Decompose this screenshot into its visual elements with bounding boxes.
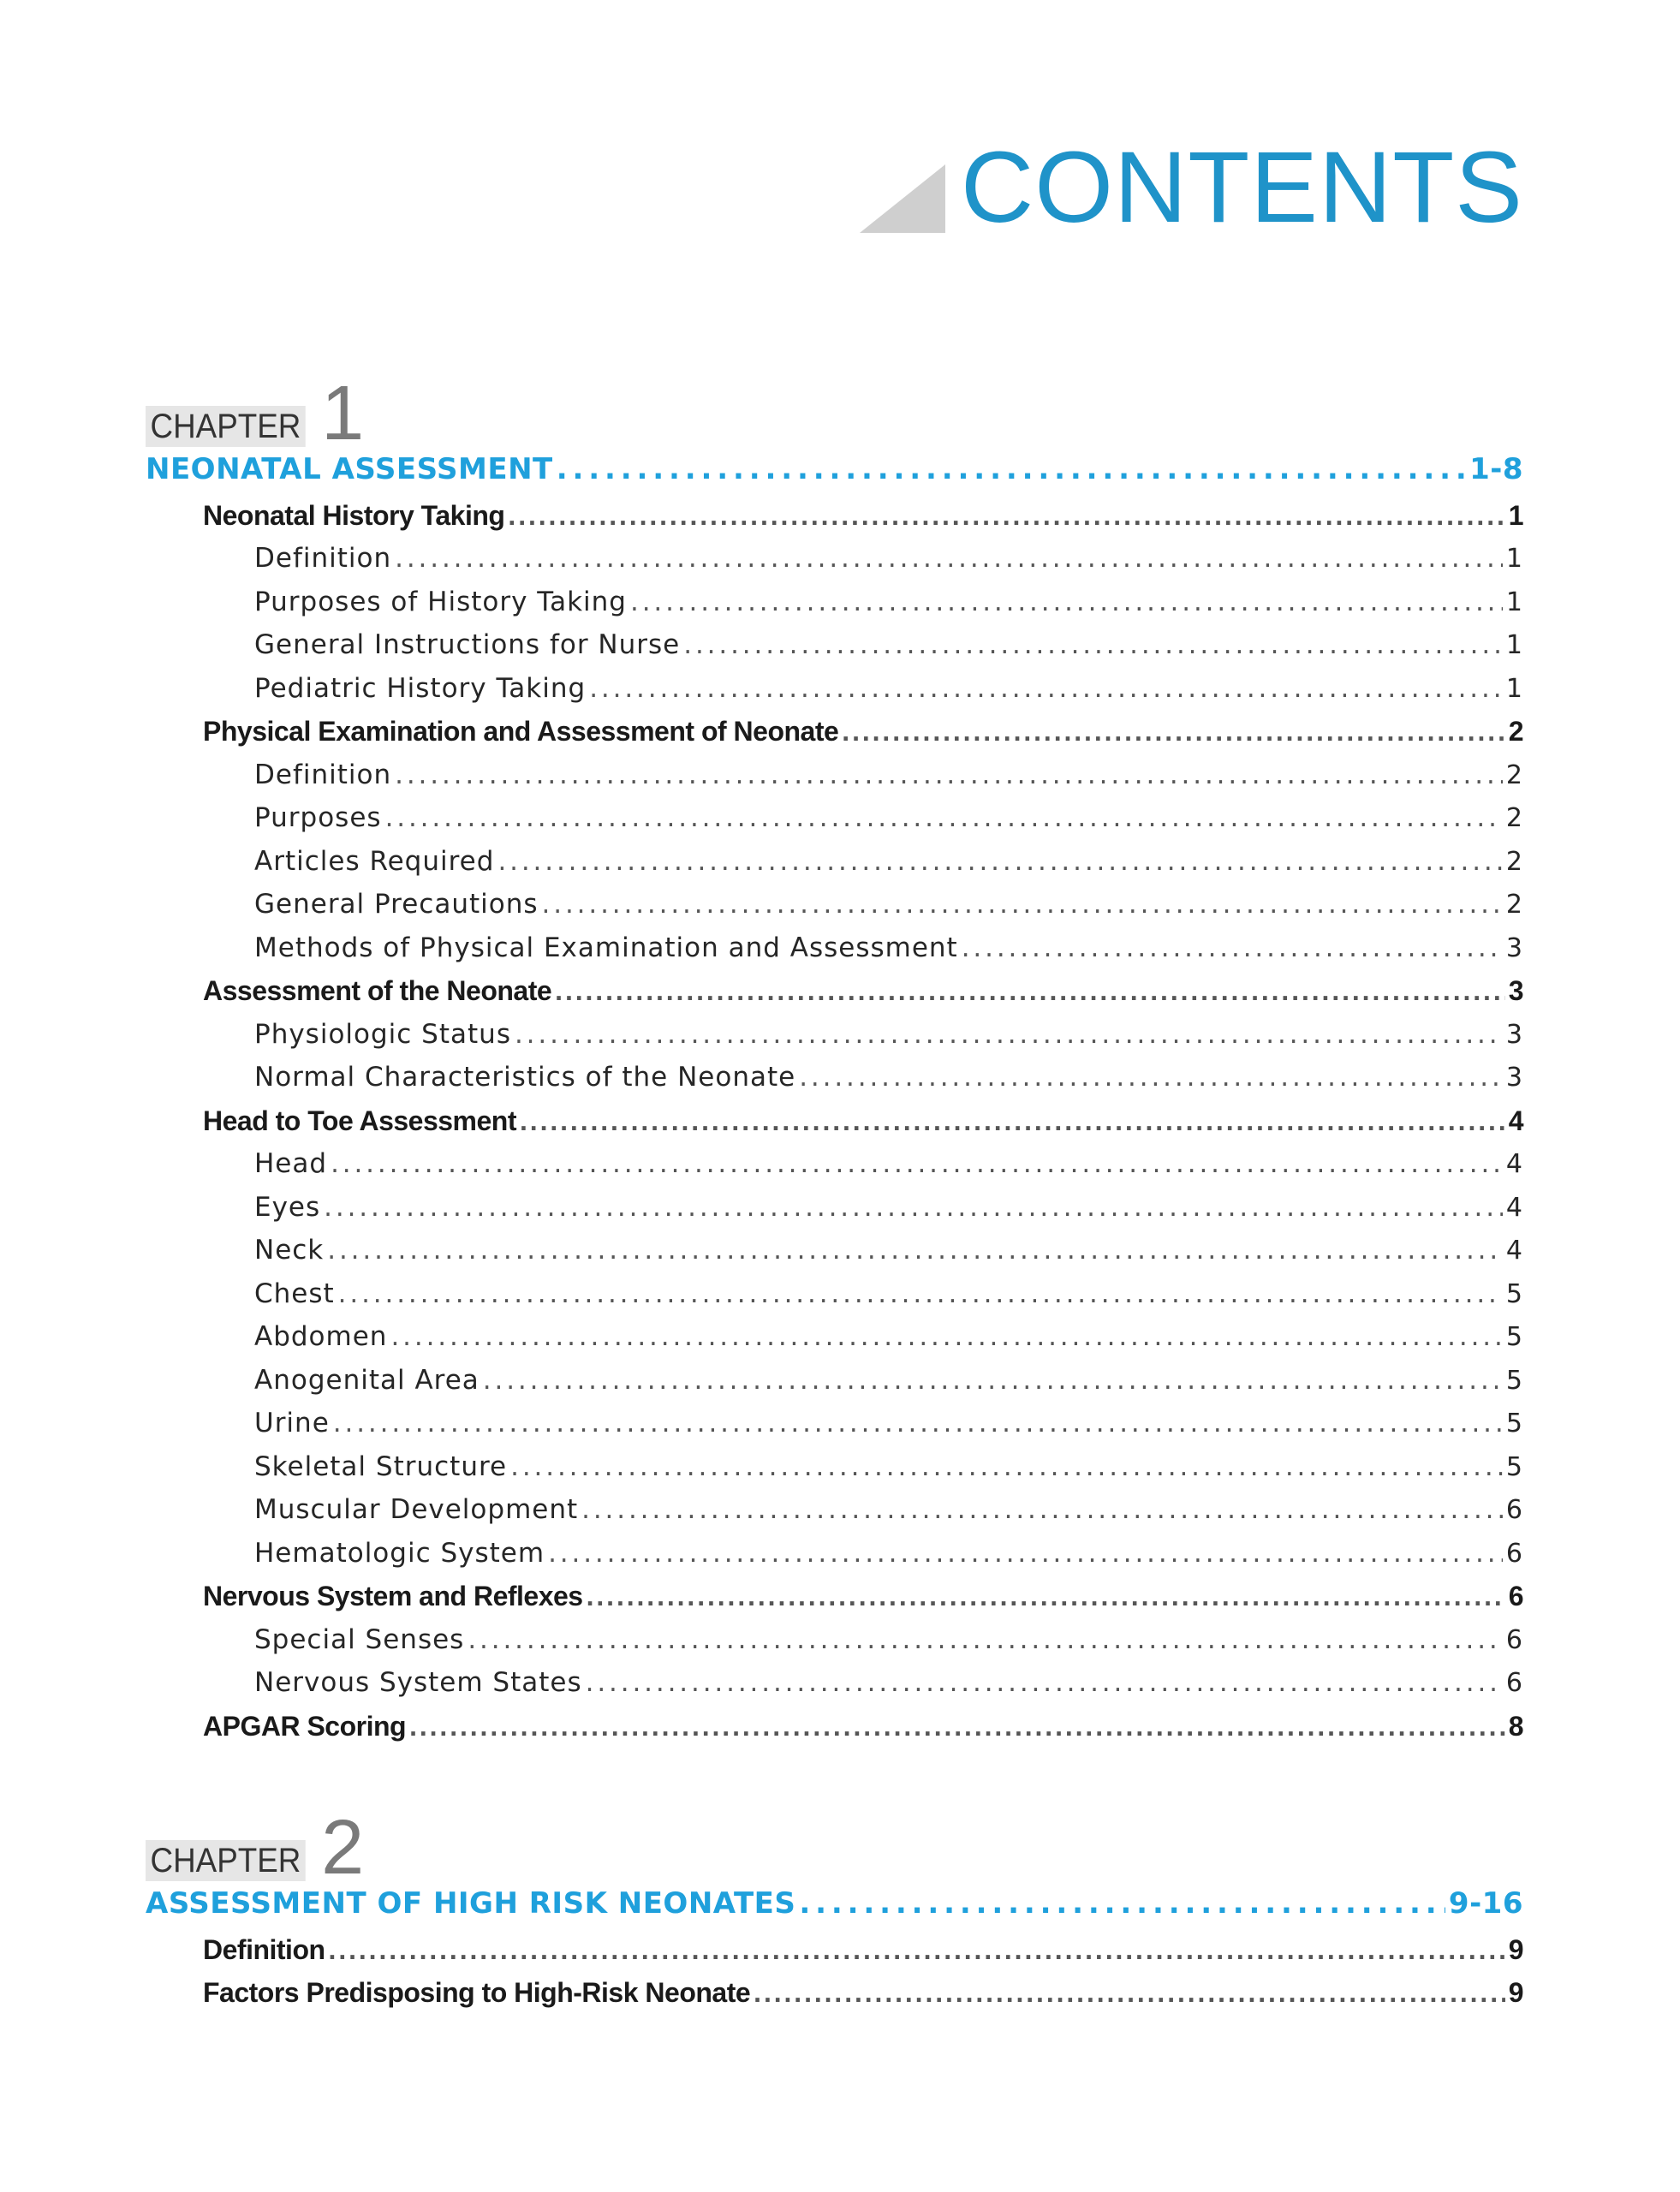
entry-title: Hematologic System bbox=[254, 1537, 545, 1569]
dot-leader bbox=[508, 500, 1504, 532]
chapter-title: ASSESSMENT OF HIGH RISK NEONATES bbox=[146, 1885, 796, 1921]
entry-page-number: 1 bbox=[1505, 673, 1523, 704]
entry-page-number: 6 bbox=[1505, 1495, 1523, 1525]
entry-page-number: 4 bbox=[1508, 1105, 1523, 1136]
entry-title: Skeletal Structure bbox=[254, 1450, 508, 1482]
dot-leader bbox=[799, 1886, 1445, 1921]
toc-subsection-entry[interactable] bbox=[146, 1235, 1523, 1278]
entry-page-number: 6 bbox=[1508, 1581, 1523, 1611]
entry-title: Normal Characteristics of the Neonate bbox=[254, 1062, 796, 1093]
entry-page-number: 1 bbox=[1508, 499, 1523, 531]
chapter-page-range: 1-8 bbox=[1469, 451, 1523, 486]
toc-subsection-entry[interactable] bbox=[146, 1365, 1523, 1409]
toc-subsection-entry[interactable] bbox=[146, 759, 1523, 803]
entry-page-number: 1 bbox=[1505, 544, 1523, 574]
toc-subsection-entry[interactable] bbox=[146, 1192, 1523, 1236]
entry-page-number: 2 bbox=[1505, 803, 1523, 833]
entry-page-number: 5 bbox=[1505, 1365, 1523, 1396]
entry-title: Neonatal History Taking bbox=[203, 499, 505, 531]
dot-leader bbox=[385, 802, 1503, 833]
entry-title: Special Senses bbox=[254, 1623, 465, 1655]
entry-page-number: 6 bbox=[1505, 1668, 1523, 1698]
toc-subsection-entry[interactable] bbox=[146, 889, 1523, 932]
entry-title: APGAR Scoring bbox=[203, 1710, 407, 1742]
entry-title: Physiologic Status bbox=[254, 1018, 511, 1050]
entry-title: Definition bbox=[203, 1933, 325, 1965]
toc-subsection-entry[interactable] bbox=[146, 629, 1523, 673]
toc-subsection-entry[interactable] bbox=[146, 673, 1523, 717]
entry-title: Abdomen bbox=[254, 1321, 388, 1352]
entry-title: Head bbox=[254, 1148, 328, 1179]
entry-page-number: 5 bbox=[1505, 1451, 1523, 1482]
chapter-1-entries bbox=[146, 500, 1523, 1754]
entry-page-number: 9 bbox=[1508, 1933, 1523, 1965]
entry-title: Purposes of History Taking bbox=[254, 586, 627, 617]
entry-page-number: 4 bbox=[1505, 1149, 1523, 1179]
entry-title: Anogenital Area bbox=[254, 1364, 480, 1396]
entry-title: Definition bbox=[254, 543, 392, 574]
dot-leader bbox=[548, 1538, 1503, 1569]
toc-subsection-entry[interactable] bbox=[146, 1321, 1523, 1365]
dot-leader bbox=[555, 975, 1505, 1007]
toc-subsection-entry[interactable] bbox=[146, 1624, 1523, 1668]
toc-section-entry[interactable] bbox=[146, 716, 1523, 759]
entry-title: Factors Predisposing to High-Risk Neonate bbox=[203, 1977, 751, 2008]
entry-title: Muscular Development bbox=[254, 1494, 579, 1525]
toc-subsection-entry[interactable] bbox=[146, 1667, 1523, 1711]
dot-leader bbox=[515, 1019, 1503, 1050]
dot-leader bbox=[586, 1667, 1503, 1698]
dot-leader bbox=[630, 587, 1503, 617]
entry-title: Head to Toe Assessment bbox=[203, 1105, 516, 1136]
entry-page-number: 6 bbox=[1505, 1538, 1523, 1569]
toc-section-entry[interactable] bbox=[146, 1977, 1523, 2021]
entry-title: Chest bbox=[254, 1278, 335, 1309]
entry-title: Neck bbox=[254, 1235, 325, 1266]
entry-title: Pediatric History Taking bbox=[254, 672, 587, 704]
chapter-1-block bbox=[146, 371, 1523, 1754]
dot-leader bbox=[542, 889, 1503, 920]
dot-leader bbox=[497, 846, 1502, 877]
entry-page-number: 2 bbox=[1508, 716, 1523, 747]
toc-subsection-entry[interactable] bbox=[146, 802, 1523, 846]
dot-leader bbox=[510, 1451, 1503, 1482]
dot-leader bbox=[324, 1192, 1503, 1223]
entry-page-number: 2 bbox=[1505, 759, 1523, 790]
entry-page-number: 5 bbox=[1505, 1278, 1523, 1309]
toc-subsection-entry[interactable] bbox=[146, 543, 1523, 587]
chapter-2-entries bbox=[146, 1934, 1523, 2021]
dot-leader bbox=[338, 1278, 1503, 1309]
entry-title: Eyes bbox=[254, 1191, 321, 1223]
entry-page-number: 3 bbox=[1505, 1019, 1523, 1050]
toc-subsection-entry[interactable] bbox=[146, 1408, 1523, 1451]
toc-section-entry[interactable] bbox=[146, 975, 1523, 1019]
toc-subsection-entry[interactable] bbox=[146, 1494, 1523, 1538]
dot-leader bbox=[333, 1408, 1503, 1438]
dot-leader bbox=[468, 1624, 1503, 1655]
dot-leader bbox=[799, 1062, 1503, 1093]
triangle-decoration-icon bbox=[860, 164, 945, 233]
dot-leader bbox=[683, 629, 1503, 660]
dot-leader bbox=[395, 543, 1503, 574]
entry-page-number: 2 bbox=[1505, 890, 1523, 920]
entry-page-number: 9 bbox=[1508, 1977, 1523, 2008]
dot-leader bbox=[483, 1365, 1503, 1396]
dot-leader bbox=[520, 1105, 1505, 1137]
toc-section-entry[interactable] bbox=[146, 1581, 1523, 1624]
entry-title: Urine bbox=[254, 1408, 330, 1438]
dot-leader bbox=[409, 1711, 1505, 1742]
toc-section-entry[interactable] bbox=[146, 1711, 1523, 1754]
chapter-label bbox=[146, 371, 1523, 456]
chapter-label bbox=[146, 1805, 1523, 1891]
contents-header bbox=[860, 131, 1523, 244]
dot-leader bbox=[329, 1934, 1505, 1966]
dot-leader bbox=[842, 716, 1504, 748]
entry-title: Definition bbox=[254, 759, 392, 790]
toc-subsection-entry[interactable] bbox=[146, 932, 1523, 976]
toc-section-entry[interactable] bbox=[146, 500, 1523, 544]
entry-page-number: 3 bbox=[1505, 1063, 1523, 1093]
entry-page-number: 4 bbox=[1505, 1192, 1523, 1223]
entry-title: Assessment of the Neonate bbox=[203, 975, 552, 1006]
dot-leader bbox=[587, 1581, 1505, 1612]
entry-title: Nervous System States bbox=[254, 1667, 582, 1698]
dot-leader bbox=[589, 673, 1503, 704]
toc-subsection-entry[interactable] bbox=[146, 1062, 1523, 1105]
entry-page-number: 1 bbox=[1505, 630, 1523, 660]
dot-leader bbox=[390, 1321, 1502, 1352]
toc-subsection-entry[interactable] bbox=[146, 1451, 1523, 1495]
dot-leader bbox=[331, 1148, 1503, 1179]
chapter-word: CHAPTER bbox=[146, 406, 306, 447]
entry-page-number: 4 bbox=[1505, 1236, 1523, 1266]
entry-title: Physical Examination and Assessment of Neonate bbox=[203, 716, 839, 747]
dot-leader bbox=[581, 1494, 1503, 1525]
entry-page-number: 8 bbox=[1508, 1710, 1523, 1742]
page-title: CONTENTS bbox=[961, 131, 1523, 244]
entry-page-number: 2 bbox=[1505, 846, 1523, 877]
entry-title: Nervous System and Reflexes bbox=[203, 1581, 583, 1611]
entry-title: General Instructions for Nurse bbox=[254, 629, 681, 660]
toc-subsection-entry[interactable] bbox=[146, 587, 1523, 630]
entry-page-number: 3 bbox=[1505, 932, 1523, 963]
toc-section-entry[interactable] bbox=[146, 1934, 1523, 1978]
chapter-number: 2 bbox=[321, 1805, 365, 1891]
toc-subsection-entry[interactable] bbox=[146, 1148, 1523, 1192]
toc-subsection-entry[interactable] bbox=[146, 1538, 1523, 1581]
chapter-title-row[interactable] bbox=[146, 452, 1523, 500]
chapter-word: CHAPTER bbox=[146, 1840, 306, 1881]
dot-leader bbox=[557, 452, 1466, 486]
dot-leader bbox=[962, 932, 1503, 963]
entry-title: Purposes bbox=[254, 802, 382, 833]
chapter-title-row[interactable] bbox=[146, 1886, 1523, 1934]
dot-leader bbox=[754, 1977, 1505, 2009]
entry-title: Methods of Physical Examination and Assessment bbox=[254, 932, 958, 963]
toc-section-entry[interactable] bbox=[146, 1105, 1523, 1149]
entry-page-number: 5 bbox=[1505, 1322, 1523, 1352]
entry-page-number: 3 bbox=[1508, 975, 1523, 1006]
entry-page-number: 5 bbox=[1505, 1409, 1523, 1438]
chapter-number: 1 bbox=[321, 371, 365, 456]
entry-title: Articles Required bbox=[254, 845, 495, 877]
chapter-page-range: 9-16 bbox=[1448, 1885, 1523, 1921]
toc-subsection-entry[interactable] bbox=[146, 846, 1523, 890]
dot-leader bbox=[327, 1235, 1503, 1266]
dot-leader bbox=[395, 759, 1503, 790]
entry-page-number: 1 bbox=[1505, 587, 1523, 617]
entry-title: General Precautions bbox=[254, 889, 539, 920]
chapter-2-block bbox=[146, 1805, 1523, 2021]
toc-subsection-entry[interactable] bbox=[146, 1019, 1523, 1063]
entry-page-number: 6 bbox=[1505, 1624, 1523, 1655]
chapter-title: NEONATAL ASSESSMENT bbox=[146, 451, 553, 486]
toc-subsection-entry[interactable] bbox=[146, 1278, 1523, 1322]
